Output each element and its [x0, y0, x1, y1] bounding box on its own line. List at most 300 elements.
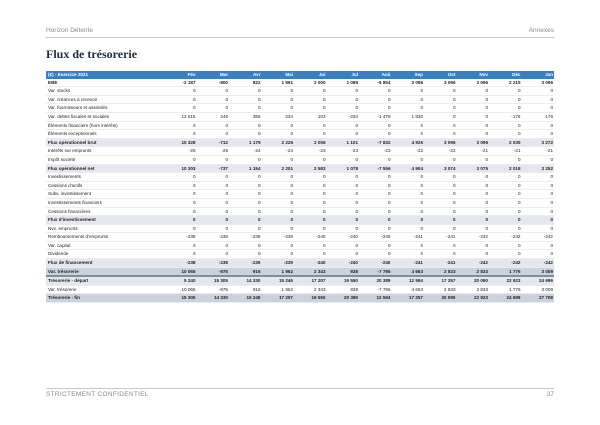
table-cell: 0 [262, 250, 295, 259]
table-cell: 4 663 [392, 267, 425, 276]
row-label: Éléments exceptionnels [46, 130, 164, 139]
row-label: Var. fournisseurs et assimilés [46, 104, 164, 113]
table-cell: 0 [164, 216, 197, 225]
table-cell: 0 [229, 181, 262, 190]
table-cell: 0 [197, 104, 230, 113]
table-cell: 0 [522, 224, 555, 233]
table-cell: 0 [359, 207, 392, 216]
table-cell: -234 [327, 112, 360, 121]
table-row [46, 294, 554, 303]
table-cell: 2 343 [294, 285, 327, 294]
table-cell: 0 [294, 241, 327, 250]
table-cell: 1 101 [327, 138, 360, 147]
table-cell: -239 [229, 259, 262, 268]
column-header-month: Jul [327, 71, 360, 79]
table-cell: 0 [392, 216, 425, 225]
table-cell: 0 [359, 130, 392, 139]
table-row [46, 95, 554, 104]
table-cell: 0 [392, 224, 425, 233]
table-cell: 2 201 [262, 164, 295, 173]
row-label: Flux opérationnel brut [46, 138, 164, 147]
table-cell: 1 830 [392, 112, 425, 121]
table-cell: 0 [229, 121, 262, 130]
table-cell: 1 179 [229, 138, 262, 147]
table-header-row [46, 71, 554, 79]
table-cell: -7 795 [359, 285, 392, 294]
table-cell: 0 [457, 198, 490, 207]
table-cell: 0 [327, 190, 360, 199]
table-row [46, 267, 554, 276]
table-cell: 0 [164, 190, 197, 199]
table-cell: 2 833 [457, 267, 490, 276]
column-header-month: Déc [489, 71, 522, 79]
row-label: Flux d'investissement [46, 216, 164, 225]
table-row [46, 104, 554, 113]
table-cell: 0 [522, 121, 555, 130]
row-label: Remboursements d'emprunts [46, 233, 164, 242]
table-cell: 3 009 [522, 267, 555, 276]
row-label: EBE [46, 79, 164, 87]
table-row [46, 181, 554, 190]
table-cell: 0 [522, 190, 555, 199]
table-row [46, 112, 554, 121]
table-cell: 0 [262, 87, 295, 96]
table-cell: 0 [197, 216, 230, 225]
table-cell: 3 096 [424, 79, 457, 87]
table-cell: 0 [294, 198, 327, 207]
row-label: Impôt société [46, 155, 164, 164]
table-header [46, 71, 554, 79]
table-cell: 0 [359, 87, 392, 96]
table-row [46, 285, 554, 294]
table-cell: 20 389 [359, 276, 392, 285]
table-cell: 0 [294, 130, 327, 139]
table-cell: 0 [489, 155, 522, 164]
table-row [46, 241, 554, 250]
table-cell: 0 [327, 198, 360, 207]
table-cell: 0 [424, 181, 457, 190]
table-cell: 10 065 [164, 285, 197, 294]
table-cell: 1 962 [262, 285, 295, 294]
table-cell: 0 [522, 173, 555, 182]
table-cell: 2 018 [489, 164, 522, 173]
table-cell: 0 [457, 250, 490, 259]
table-cell: 0 [294, 87, 327, 96]
table-cell: 20 389 [327, 294, 360, 303]
table-cell: -242 [489, 259, 522, 268]
table-row [46, 190, 554, 199]
table-cell: -239 [262, 233, 295, 242]
table-cell: 838 [327, 267, 360, 276]
table-cell: 19 550 [327, 276, 360, 285]
row-label: Var. dettes fiscales et sociales [46, 112, 164, 121]
table-cell: 0 [359, 104, 392, 113]
table-cell: 0 [359, 216, 392, 225]
table-cell: 0 [229, 104, 262, 113]
table-cell: -7 795 [359, 267, 392, 276]
cashflow-table [46, 71, 554, 303]
table-row [46, 233, 554, 242]
table-cell: 3 096 [457, 79, 490, 87]
table-cell: 0 [457, 95, 490, 104]
table-cell: 0 [229, 190, 262, 199]
table-cell: -240 [359, 259, 392, 268]
table-cell: 0 [164, 155, 197, 164]
table-cell: 0 [327, 173, 360, 182]
table-cell: 356 [229, 112, 262, 121]
table-cell: 0 [489, 198, 522, 207]
table-cell: 0 [164, 173, 197, 182]
table-cell: 0 [489, 130, 522, 139]
header-section: Annexes [528, 27, 554, 34]
table-cell: 17 257 [392, 294, 425, 303]
table-cell: 0 [489, 190, 522, 199]
table-cell: 0 [229, 241, 262, 250]
table-cell: 1 085 [327, 79, 360, 87]
table-cell: 0 [359, 155, 392, 164]
table-cell: 0 [457, 241, 490, 250]
table-cell: 0 [522, 207, 555, 216]
table-cell: 0 [424, 104, 457, 113]
table-cell: 0 [457, 104, 490, 113]
table-cell: 4 904 [392, 164, 425, 173]
table-cell: 0 [197, 173, 230, 182]
table-cell: 4 926 [392, 138, 425, 147]
table-cell: 246 [197, 112, 230, 121]
table-cell: 916 [229, 267, 262, 276]
table-cell: 0 [327, 250, 360, 259]
table-cell: 10 303 [164, 164, 197, 173]
table-cell: 22 923 [489, 276, 522, 285]
table-cell: 0 [327, 216, 360, 225]
table-cell: 0 [392, 207, 425, 216]
table-cell: -240 [294, 259, 327, 268]
table-cell: 0 [392, 121, 425, 130]
row-label: Flux opérationnel net [46, 164, 164, 173]
table-cell: -238 [197, 233, 230, 242]
table-cell: 0 [262, 130, 295, 139]
table-cell: 0 [327, 155, 360, 164]
table-cell: 2 583 [294, 164, 327, 173]
row-label: Var. stocks [46, 87, 164, 96]
row-label: Var. créances à recevoir [46, 95, 164, 104]
column-header-month: Oct [424, 71, 457, 79]
table-cell: 2 215 [489, 79, 522, 87]
table-cell: -240 [327, 233, 360, 242]
table-cell: -800 [197, 79, 230, 87]
table-row [46, 121, 554, 130]
table-cell: 17 207 [262, 294, 295, 303]
table-cell: 0 [392, 181, 425, 190]
table-cell: 0 [359, 224, 392, 233]
table-cell: 0 [327, 95, 360, 104]
column-header-month: Mai [262, 71, 295, 79]
table-cell: -240 [359, 233, 392, 242]
row-label: Nvx. emprunts [46, 224, 164, 233]
table-cell: 0 [424, 173, 457, 182]
table-cell: 2 006 [294, 138, 327, 147]
table-cell: 0 [359, 198, 392, 207]
table-cell: 0 [424, 155, 457, 164]
table-cell: 2 833 [424, 285, 457, 294]
table-cell: 0 [392, 95, 425, 104]
page-header [46, 27, 554, 38]
table-cell: 0 [262, 241, 295, 250]
column-header-month: Jui [294, 71, 327, 79]
table-cell: -242 [522, 259, 555, 268]
row-label: Var. trésorerie [46, 267, 164, 276]
column-header-month: Aoû [359, 71, 392, 79]
column-header-month: Mar [197, 71, 230, 79]
table-cell: 0 [424, 130, 457, 139]
table-cell: 0 [359, 95, 392, 104]
row-label: Cessions financières [46, 207, 164, 216]
table-cell: -239 [262, 259, 295, 268]
table-cell: 0 [197, 224, 230, 233]
header-company: Horizon Détente [46, 27, 93, 34]
table-cell: 1 154 [229, 164, 262, 173]
table-cell: 0 [424, 250, 457, 259]
table-cell: 0 [489, 181, 522, 190]
table-row [46, 147, 554, 156]
table-cell: 0 [457, 130, 490, 139]
table-cell: 20 090 [424, 294, 457, 303]
table-cell: 12 594 [392, 276, 425, 285]
table-cell: 0 [457, 190, 490, 199]
table-cell: -22 [424, 147, 457, 156]
table-cell: 0 [262, 207, 295, 216]
table-row [46, 130, 554, 139]
table-cell: 0 [489, 250, 522, 259]
table-cell: 0 [457, 207, 490, 216]
table-cell: 0 [294, 216, 327, 225]
table-cell: 0 [262, 216, 295, 225]
table-cell: 0 [197, 155, 230, 164]
column-header-month: Sep [392, 71, 425, 79]
table-cell: 916 [229, 285, 262, 294]
table-cell: 0 [359, 190, 392, 199]
table-cell: 0 [229, 155, 262, 164]
table-cell: -23 [327, 147, 360, 156]
table-cell: -2 187 [164, 79, 197, 87]
table-cell: 0 [392, 198, 425, 207]
table-cell: 0 [262, 173, 295, 182]
table-cell: 0 [424, 216, 457, 225]
table-cell: 3 074 [424, 164, 457, 173]
table-cell: 0 [327, 224, 360, 233]
table-cell: 0 [457, 181, 490, 190]
table-cell: 0 [327, 241, 360, 250]
table-cell: -25 [164, 147, 197, 156]
table-cell: 1 962 [262, 267, 295, 276]
table-row [46, 155, 554, 164]
table-cell: 0 [522, 130, 555, 139]
table-cell: 0 [197, 207, 230, 216]
table-cell: 0 [294, 190, 327, 199]
table-cell: 0 [327, 104, 360, 113]
table-cell: 0 [359, 181, 392, 190]
table-cell: 0 [489, 121, 522, 130]
table-cell: -238 [164, 259, 197, 268]
table-cell: 0 [457, 173, 490, 182]
table-cell: -22 [392, 147, 425, 156]
table-cell: 0 [197, 130, 230, 139]
table-cell: 14 330 [229, 276, 262, 285]
table-cell: 103 [294, 112, 327, 121]
table-cell: -241 [392, 233, 425, 242]
table-cell: 0 [424, 224, 457, 233]
table-cell: 0 [262, 95, 295, 104]
table-cell: 0 [294, 181, 327, 190]
table-cell: 0 [392, 104, 425, 113]
table-cell: 0 [164, 250, 197, 259]
table-cell: 234 [262, 112, 295, 121]
footer-confidential: STRICTEMENT CONFIDENTIEL [46, 391, 149, 398]
table-cell: 0 [164, 104, 197, 113]
table-cell: 17 207 [294, 276, 327, 285]
table-cell: -737 [197, 164, 230, 173]
table-cell: 0 [489, 104, 522, 113]
table-cell: 14 330 [197, 294, 230, 303]
table-cell: 2 000 [294, 79, 327, 87]
table-cell: 22 923 [457, 294, 490, 303]
table-cell: 0 [294, 104, 327, 113]
table-row [46, 276, 554, 285]
table-cell: 27 708 [522, 294, 555, 303]
table-cell: -24 [229, 147, 262, 156]
table-cell: 1 078 [327, 164, 360, 173]
table-row [46, 207, 554, 216]
table-cell: 0 [327, 207, 360, 216]
table-cell: -23 [359, 147, 392, 156]
table-cell: 0 [457, 155, 490, 164]
table-cell: 0 [294, 207, 327, 216]
table-cell: 0 [457, 224, 490, 233]
table-cell: 0 [392, 130, 425, 139]
table-cell: 0 [164, 224, 197, 233]
table-cell: 0 [294, 95, 327, 104]
table-cell: 0 [229, 207, 262, 216]
table-cell: 3 272 [522, 138, 555, 147]
table-cell: -242 [489, 233, 522, 242]
table-cell: 0 [392, 173, 425, 182]
table-cell: -240 [294, 233, 327, 242]
table-cell: 0 [164, 121, 197, 130]
table-cell: 0 [197, 121, 230, 130]
table-cell: 24 699 [489, 294, 522, 303]
table-cell: 1 776 [489, 285, 522, 294]
table-row [46, 198, 554, 207]
column-header-label: (€) - Exercice 2021 [46, 71, 164, 79]
table-cell: 0 [262, 155, 295, 164]
table-cell: 0 [359, 121, 392, 130]
table-cell: 0 [294, 250, 327, 259]
table-cell: 0 [392, 87, 425, 96]
table-cell: 0 [229, 198, 262, 207]
table-cell: 0 [424, 190, 457, 199]
table-row [46, 224, 554, 233]
table-cell: 0 [457, 87, 490, 96]
table-row [46, 250, 554, 259]
table-cell: 0 [294, 173, 327, 182]
table-cell: 0 [489, 87, 522, 96]
row-label: Intérêts sur emprunts [46, 147, 164, 156]
table-cell: 0 [262, 181, 295, 190]
table-cell: 0 [489, 207, 522, 216]
table-cell: 0 [522, 155, 555, 164]
table-cell: 0 [392, 241, 425, 250]
column-header-month: Nov [457, 71, 490, 79]
table-cell: 0 [522, 198, 555, 207]
column-header-month: Jan [522, 71, 555, 79]
table-cell: 10 065 [164, 267, 197, 276]
table-cell: 0 [522, 104, 555, 113]
table-cell: 0 [197, 198, 230, 207]
row-label: Var. trésorerie [46, 285, 164, 294]
table-cell: 20 090 [457, 276, 490, 285]
table-cell: 0 [489, 224, 522, 233]
row-label: Dividende [46, 250, 164, 259]
table-cell: 0 [262, 104, 295, 113]
row-label: Investissements [46, 173, 164, 182]
table-cell: -6 854 [359, 79, 392, 87]
table-cell: 3 096 [457, 138, 490, 147]
table-cell: 4 663 [392, 285, 425, 294]
table-cell: 176 [522, 112, 555, 121]
row-label: Trésorerie - fin [46, 294, 164, 303]
table-cell: 0 [489, 216, 522, 225]
page-number: 37 [546, 391, 554, 398]
table-cell: -242 [522, 233, 555, 242]
table-cell: 0 [424, 241, 457, 250]
table-cell: 15 305 [164, 294, 197, 303]
table-row [46, 87, 554, 96]
table-cell: 0 [457, 216, 490, 225]
table-cell: 0 [457, 112, 490, 121]
table-cell: 15 246 [262, 276, 295, 285]
table-cell: 3 096 [424, 138, 457, 147]
row-label: Investissements financiers [46, 198, 164, 207]
table-cell: 0 [522, 250, 555, 259]
table-cell: 0 [392, 155, 425, 164]
column-header-month: Avr [229, 71, 262, 79]
table-cell: 0 [229, 95, 262, 104]
table-cell: 0 [424, 87, 457, 96]
table-cell: 2 833 [424, 267, 457, 276]
table-cell: 12 515 [164, 112, 197, 121]
table-cell: 0 [164, 95, 197, 104]
table-cell: 0 [294, 121, 327, 130]
table-cell: 0 [164, 87, 197, 96]
table-cell: 0 [392, 190, 425, 199]
row-label: Var. capital [46, 241, 164, 250]
table-cell: 5 240 [164, 276, 197, 285]
table-row [46, 164, 554, 173]
table-cell: 0 [424, 198, 457, 207]
table-cell: 3 096 [522, 79, 555, 87]
table-cell: 10 328 [164, 138, 197, 147]
table-cell: 0 [489, 241, 522, 250]
table-cell: 0 [489, 173, 522, 182]
table-cell: 0 [489, 95, 522, 104]
table-cell: 0 [294, 224, 327, 233]
table-cell: 0 [262, 198, 295, 207]
table-cell: 17 257 [424, 276, 457, 285]
table-cell: -242 [457, 259, 490, 268]
table-cell: 1 991 [262, 79, 295, 87]
table-cell: -21 [522, 147, 555, 156]
table-cell: -21 [457, 147, 490, 156]
